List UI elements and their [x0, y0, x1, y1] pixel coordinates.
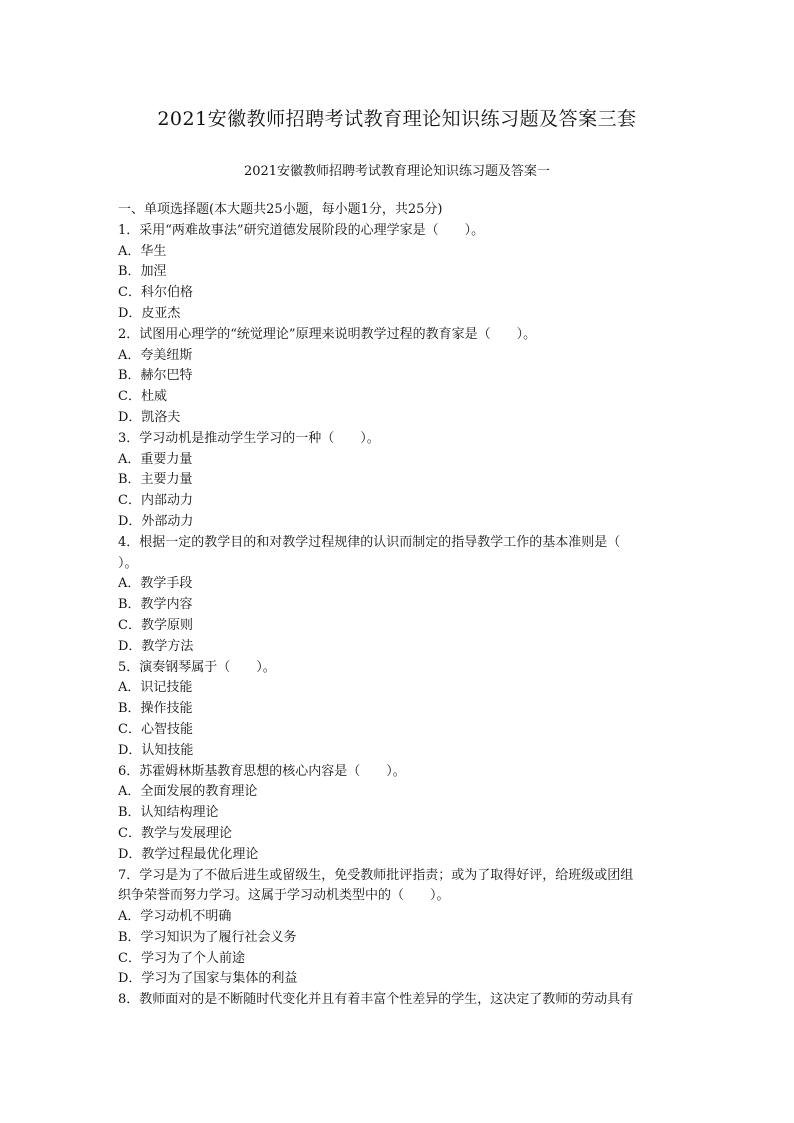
text-line: 4．根据一定的教学目的和对教学过程规律的认识而制定的指导教学工作的基本准则是（	[118, 534, 621, 550]
text-line: B．主要力量	[118, 472, 193, 488]
text-line: 5．演奏钢琴属于（ ）。	[118, 659, 276, 675]
text-line: C．科尔伯格	[118, 285, 193, 301]
text-line: D．皮亚杰	[118, 305, 181, 321]
section-subtitle: 2021安徽教师招聘考试教育理论知识练习题及答案一	[243, 164, 551, 179]
text-line: C．内部动力	[118, 493, 193, 509]
document-title: 2021安徽教师招聘考试教育理论知识练习题及答案三套	[157, 108, 637, 130]
text-line: 织争荣誉而努力学习。这属于学习动机类型中的（ ）。	[118, 888, 450, 904]
text-line: A．识记技能	[118, 680, 193, 696]
text-line: A．教学手段	[118, 576, 193, 592]
text-line: 6．苏霍姆林斯基教育思想的核心内容是（ ）。	[118, 763, 406, 779]
text-line: A．学习动机不明确	[118, 909, 232, 925]
text-line: A．重要力量	[118, 451, 193, 467]
text-line: B．赫尔巴特	[118, 368, 193, 384]
text-line: A．华生	[118, 243, 167, 259]
text-line: B．操作技能	[118, 701, 193, 717]
text-line: 3．学习动机是推动学生学习的一种（ ）。	[118, 430, 380, 446]
text-line: D．认知技能	[118, 742, 194, 758]
text-line: D．学习为了国家与集体的利益	[118, 971, 298, 987]
text-line: D．外部动力	[118, 513, 194, 529]
text-line: C．教学原则	[118, 617, 193, 633]
text-line: C．学习为了个人前途	[118, 950, 245, 966]
text-line: A．全面发展的教育理论	[118, 784, 258, 800]
text-line: B．认知结构理论	[118, 805, 219, 821]
text-line: 2．试图用心理学的“统觉理论”原理来说明教学过程的教育家是（ ）。	[118, 326, 537, 342]
text-line: 8．教师面对的是不断随时代变化并且有着丰富个性差异的学生，这决定了教师的劳动具有	[118, 992, 634, 1008]
text-line: C．杜威	[118, 389, 167, 405]
text-line: C．教学与发展理论	[118, 825, 232, 841]
text-line: ）。	[118, 555, 138, 571]
text-line: 一、单项选择题(本大题共25小题，每小题1分，共25分)	[118, 202, 443, 217]
text-line: C．心智技能	[118, 721, 193, 737]
text-line: D．凯洛夫	[118, 409, 181, 425]
text-line: D．教学方法	[118, 638, 194, 654]
text-line: D．教学过程最优化理论	[118, 846, 259, 862]
text-line: B．教学内容	[118, 597, 193, 613]
text-line: 1．采用“两难故事法”研究道德发展阶段的心理学家是（ ）。	[118, 222, 485, 238]
text-line: B．学习知识为了履行社会义务	[118, 929, 297, 945]
text-line: 7．学习是为了不做后进生或留级生，免受教师批评指责；或为了取得好评，给班级或团组	[118, 867, 634, 883]
text-line: B．加涅	[118, 264, 167, 280]
text-line: A．夸美纽斯	[118, 347, 193, 363]
document-body	[118, 200, 683, 1011]
